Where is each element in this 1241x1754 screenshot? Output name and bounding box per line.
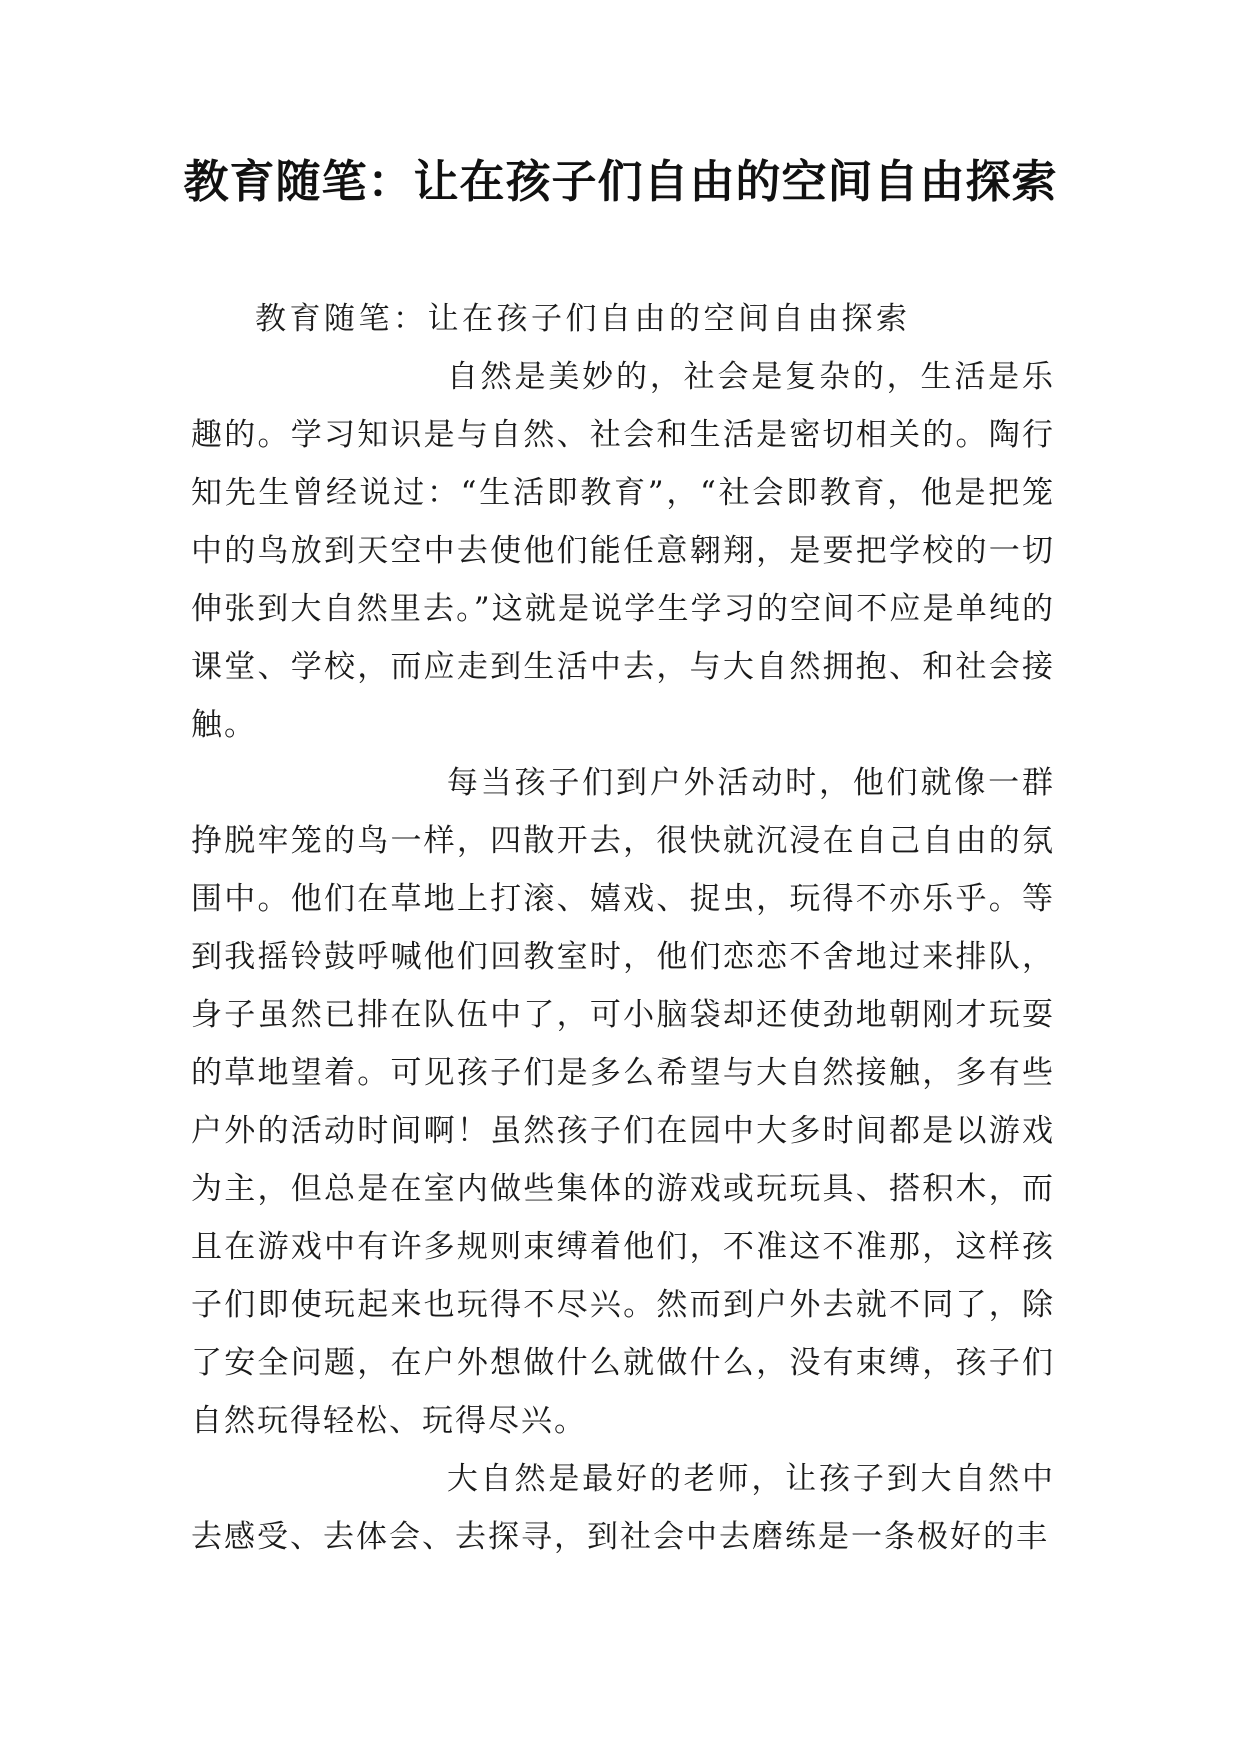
document-title: 教育随笔：让在孩子们自由的空间自由探索 xyxy=(183,155,1058,208)
paragraph-3 xyxy=(191,1450,1055,1566)
paragraph-3-text: 大自然是最好的老师，让孩子到大自然中去感受、去体会、去探寻，到社会中去磨练是一条极好的丰 xyxy=(191,1461,1055,1555)
article-subtitle: 教育随笔：让在孩子们自由的空间自由探索 xyxy=(255,301,911,337)
paragraph-1 xyxy=(191,348,1055,754)
paragraph-2 xyxy=(191,754,1055,1450)
paragraph-1-text: 自然是美妙的，社会是复杂的，生活是乐趣的。学习知识是与自然、社会和生活是密切相关的。陶行知先生曾经说过：“生活即教育”，“社会即教育，他是把笼中的鸟放到天空中去使他们能任意翱翔，是要把学校的一切伸张到大自然里去。”这就是说学生学习的空间不应是单纯的课堂、学校，而应走到生活中去，与大自然拥抱、和社会接触。 xyxy=(191,359,1055,743)
paragraph-2-text: 每当孩子们到户外活动时，他们就像一群挣脱牢笼的鸟一样，四散开去，很快就沉浸在自己自由的氛围中。他们在草地上打滚、嬉戏、捉虫，玩得不亦乐乎。等到我摇铃鼓呼喊他们回教室时，他们恋恋不舍地过来排队，身子虽然已排在队伍中了，可小脑袋却还使劲地朝刚才玩耍的草地望着。可见孩子们是多么希望与大自然接触，多有些户外的活动时间啊！虽然孩子们在园中大多时间都是以游戏为主，但总是在室内做些集体的游戏或玩玩具、搭积木，而且在游戏中有许多规则束缚着他们，不准这不准那，这样孩子们即使玩起来也玩得不尽兴。然而到户外去就不同了，除了安全问题，在户外想做什么就做什么，没有束缚，孩子们自然玩得轻松、玩得尽兴。 xyxy=(191,765,1055,1439)
article-body xyxy=(191,348,1055,1566)
